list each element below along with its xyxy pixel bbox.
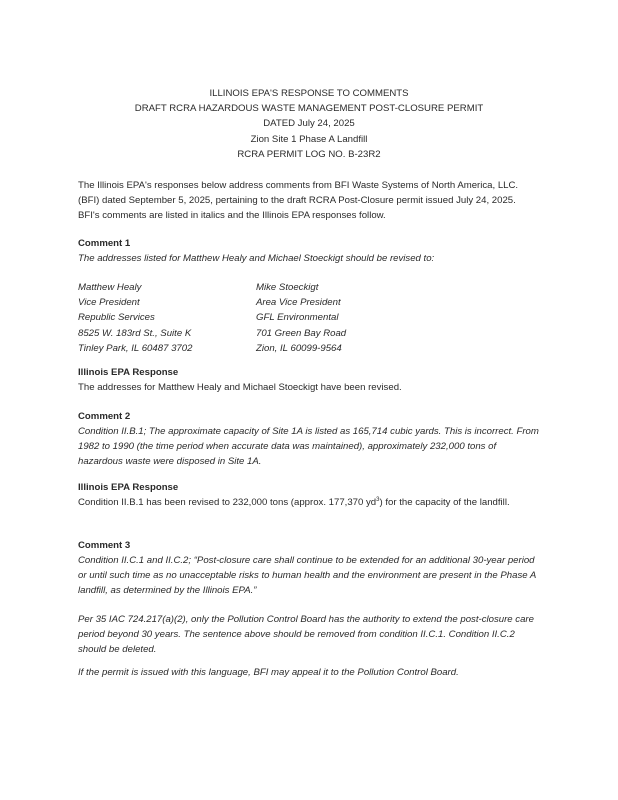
address-stoeckigt: [256, 280, 346, 356]
comment-3-text-2: Per 35 IAC 724.217(a)(2), only the Pollution Control Board has the authority to extend the post-closure care period beyond 30 years. The sentence above should be removed from condition II.C.1. Condition II.C.2 should be deleted.: [78, 614, 534, 656]
address-healy: [78, 280, 192, 356]
address-line: Matthew Healy: [78, 282, 142, 293]
comment-3-text: Condition II.C.1 and II.C.2; “Post-closure care shall continue to be extended for an additional 30-year period or until such time as no unacceptable risks to human health and the environment are present in the Phase A landfill, as determined by the Illinois EPA.”: [78, 555, 536, 597]
response-1-heading: Illinois EPA Response: [78, 367, 179, 378]
comment-1-heading: Comment 1: [78, 238, 131, 249]
address-line: Area Vice President: [256, 297, 341, 309]
response-2-text-part: Condition II.B.1 has been revised to 232,000 tons (approx. 177,370 yd: [78, 497, 377, 508]
header-date: DATED July 24, 2025: [263, 118, 355, 130]
header-site: Zion Site 1 Phase A Landfill: [250, 133, 368, 145]
comment-2-heading: Comment 2: [78, 411, 131, 422]
address-line: 701 Green Bay Road: [256, 327, 347, 339]
comment-3-text-3: If the permit is issued with this language, BFI may appeal it to the Pollution Control Board.: [78, 667, 459, 678]
intro-paragraph: The Illinois EPA's responses below address comments from BFI Waste Systems of North America, LLC. (BFI) dated September 5, 2025, pertaining to the draft RCRA Post-Closure permit issued July 24, 2025. BFI's comments are listed in italics and the Illinois EPA responses follow.: [78, 180, 519, 222]
cubic-superscript: 3: [376, 496, 380, 503]
comment-1-text: The addresses listed for Matthew Healy and Michael Stoeckigt should be revised to:: [78, 253, 435, 264]
response-2-text-part: ) for the capacity of the landfill.: [379, 497, 510, 508]
address-line: 8525 W. 183rd St., Suite K: [78, 327, 192, 339]
response-2-text: [78, 495, 540, 510]
address-line: Mike Stoeckigt: [256, 282, 319, 293]
address-line: Republic Services: [78, 312, 155, 324]
address-line: GFL Environmental: [256, 312, 339, 324]
address-line: Tinley Park, IL 60487 3702: [78, 342, 193, 354]
response-1-text: The addresses for Matthew Healy and Michael Stoeckigt have been revised.: [78, 382, 402, 393]
comment-2-text: Condition II.B.1; The approximate capacity of Site 1A is listed as 165,714 cubic yards. This is incorrect. From 1982 to 1990 (the time period when accurate data was maintained), approximately 232,000 tons of hazardous waste were disposed in Site 1A.: [78, 426, 539, 468]
comment-3-heading: Comment 3: [78, 540, 131, 551]
address-line: Vice President: [78, 297, 140, 309]
header-log-number: RCRA PERMIT LOG NO. B-23R2: [237, 148, 381, 160]
header-title: ILLINOIS EPA'S RESPONSE TO COMMENTS: [209, 88, 409, 99]
document-header: [0, 86, 618, 162]
address-line: Zion, IL 60099-9564: [256, 342, 342, 354]
header-subtitle: DRAFT RCRA HAZARDOUS WASTE MANAGEMENT POST-CLOSURE PERMIT: [134, 103, 484, 115]
response-2-heading: Illinois EPA Response: [78, 482, 179, 493]
